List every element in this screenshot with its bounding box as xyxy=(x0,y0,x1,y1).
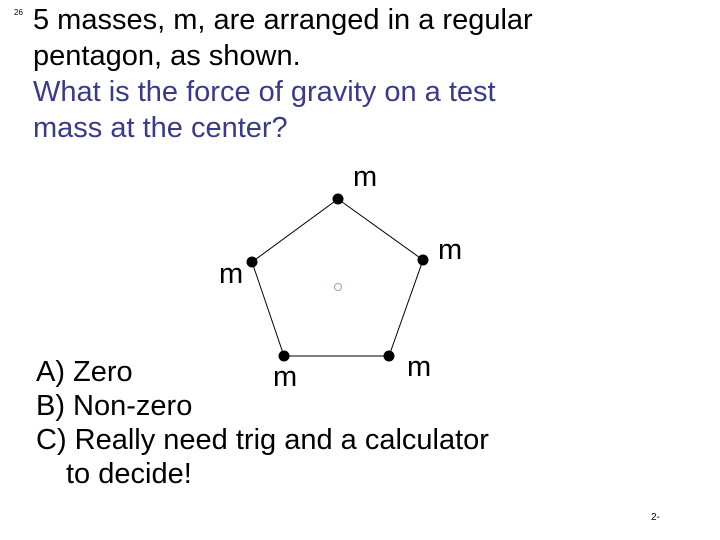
answer-a: A) Zero xyxy=(36,356,133,388)
mass-label-bottom-right: m xyxy=(407,351,432,383)
mass-right xyxy=(418,255,429,266)
question-line-3: What is the force of gravity on a test xyxy=(33,76,496,108)
answer-options xyxy=(36,355,489,491)
question-text xyxy=(33,2,533,146)
mass-label-right: m xyxy=(438,234,463,266)
test-mass-center xyxy=(335,284,342,291)
answer-b: B) Non-zero xyxy=(36,390,193,422)
mass-label-bottom-left: m xyxy=(273,361,298,393)
mass-label-left: m xyxy=(219,258,244,290)
mass-left xyxy=(247,257,258,268)
mass-top xyxy=(333,194,344,205)
question-line-1: 5 masses, m, are arranged in a regular xyxy=(33,4,533,36)
pentagon-outline xyxy=(252,199,423,356)
answer-c-continuation: to decide! xyxy=(66,458,192,490)
answer-c: C) Really need trig and a calculator xyxy=(36,424,489,456)
footer-page-number: 2- xyxy=(651,512,660,523)
question-line-2: pentagon, as shown. xyxy=(33,40,301,72)
mass-label-top: m xyxy=(353,161,378,193)
slide-number: 26 xyxy=(14,8,23,17)
question-line-4: mass at the center? xyxy=(33,112,288,144)
